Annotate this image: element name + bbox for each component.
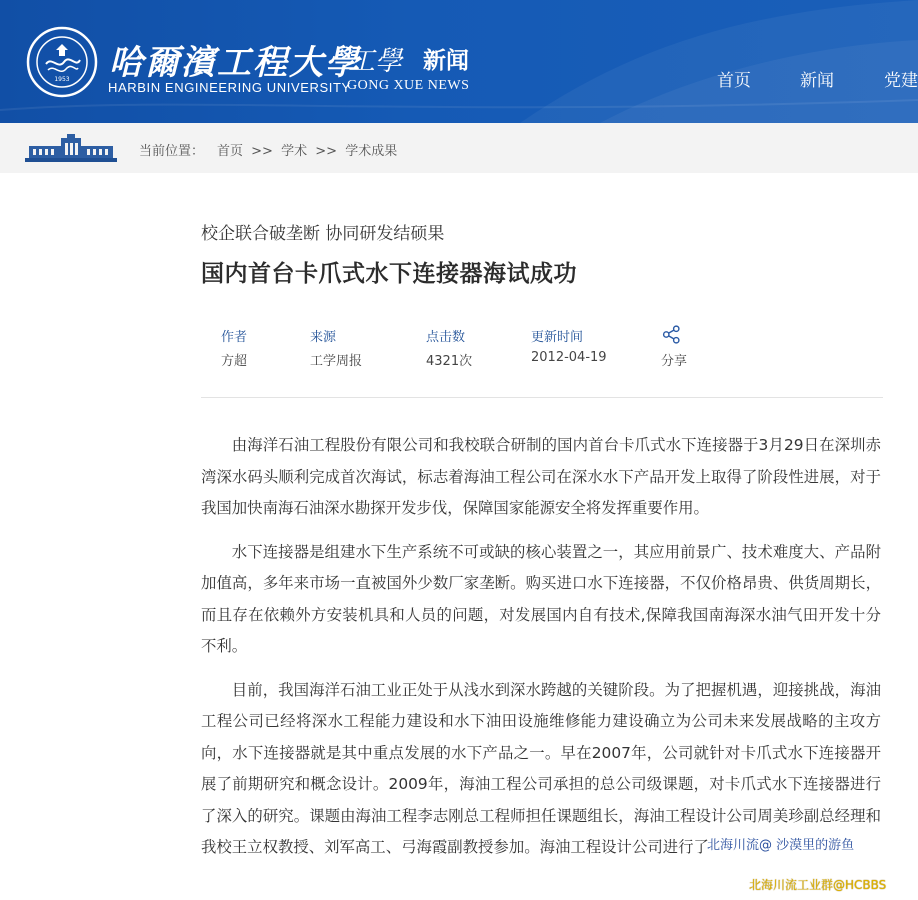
nav-item-party[interactable]: 党建	[884, 71, 918, 91]
meta-updated	[531, 326, 607, 365]
main-nav	[0, 66, 918, 90]
nav-item-home[interactable]: 首页	[717, 71, 751, 91]
article-paragraph: 目前，我国海洋石油工业正处于从浅水到深水跨越的关键阶段。为了把握机遇，迎接挑战，海油工程公司已经将深水工程能力建设和水下油田设施维修能力建设确立为公司未来发展战略的主攻方向，水下连接器就是其中重点发展的水下产品之一。早在2007年，公司就针对卡爪式水下连接器开展了前期研究和概念设计。2009年，海油工程公司承担的总公司级课题，对卡爪式水下连接器进行了深入的研究。课题由海油工程李志刚总工程师担任课题组长，海油工程设计公司周美珍副总经理和我校王立权教授、刘军高工、弓海霞副教授参加。海油工程设计公司进行了	[201, 680, 881, 856]
breadcrumb-home[interactable]: 首页	[217, 144, 244, 159]
breadcrumb	[217, 140, 397, 159]
article-subtitle: 校企联合破垄断 协同研发结硕果	[201, 224, 445, 244]
news-logo-en: GONG XUE NEWS	[347, 78, 470, 93]
meta-source	[310, 326, 362, 369]
meta-author-label: 作者	[221, 330, 248, 345]
article-body	[201, 430, 881, 876]
news-logo-xinwen: 新闻	[423, 47, 469, 74]
article-title: 国内首台卡爪式水下连接器海试成功	[201, 261, 577, 287]
meta-author	[221, 326, 247, 369]
watermark-line-1: 北海川流@ 沙漠里的游鱼	[707, 838, 855, 853]
site-header	[0, 0, 918, 123]
news-logo-gongxue: 工學	[348, 46, 402, 77]
meta-divider	[201, 397, 883, 398]
breadcrumb-bar	[0, 123, 918, 173]
meta-views-value: 4321次	[426, 354, 473, 369]
meta-source-value: 工学周报	[310, 354, 363, 369]
meta-views-label: 点击数	[426, 330, 466, 345]
breadcrumb-separator: >>	[315, 144, 338, 159]
watermark-line-2: 北海川流工业群@HCBBS	[749, 878, 887, 892]
share-icon[interactable]	[662, 325, 681, 344]
building-icon	[25, 134, 117, 162]
nav-item-news[interactable]: 新闻	[800, 71, 834, 91]
breadcrumb-academic-results[interactable]: 学术成果	[345, 144, 398, 159]
meta-updated-label: 更新时间	[531, 330, 584, 345]
share-button[interactable]: 分享	[661, 354, 688, 369]
university-name-cn[interactable]: 哈爾濱工程大學	[109, 43, 361, 83]
meta-author-value: 方超	[221, 354, 248, 369]
meta-updated-value: 2012-04-19	[531, 350, 607, 365]
meta-views	[426, 326, 472, 369]
university-name-en: HARBIN ENGINEERING UNIVERSITY	[108, 80, 351, 95]
breadcrumb-separator: >>	[251, 144, 273, 159]
seal-year: 1953	[54, 76, 70, 83]
article-paragraph: 由海洋石油工程股份有限公司和我校联合研制的国内首台卡爪式水下连接器于3月29日在深圳赤湾深水码头顺利完成首次海试，标志着海油工程公司在深水水下产品开发上取得了阶段性进展，对于我国加快南海石油深水勘探开发步伐，保障国家能源安全将发挥重要作用。	[201, 436, 881, 517]
breadcrumb-label: 当前位置：	[139, 144, 205, 159]
breadcrumb-academic[interactable]: 学术	[281, 144, 308, 159]
article-paragraph: 水下连接器是组建水下生产系统不可或缺的核心装置之一，其应用前景广、技术难度大、产品附加值高，多年来市场一直被国外少数厂家垄断。购买进口水下连接器，不仅价格昂贵、供货周期长，而且存在依赖外方安装机具和人员的问题，对发展国内自有技术,保障我国南海深水油气田开发十分不利。	[201, 542, 881, 655]
meta-source-label: 来源	[310, 330, 337, 345]
